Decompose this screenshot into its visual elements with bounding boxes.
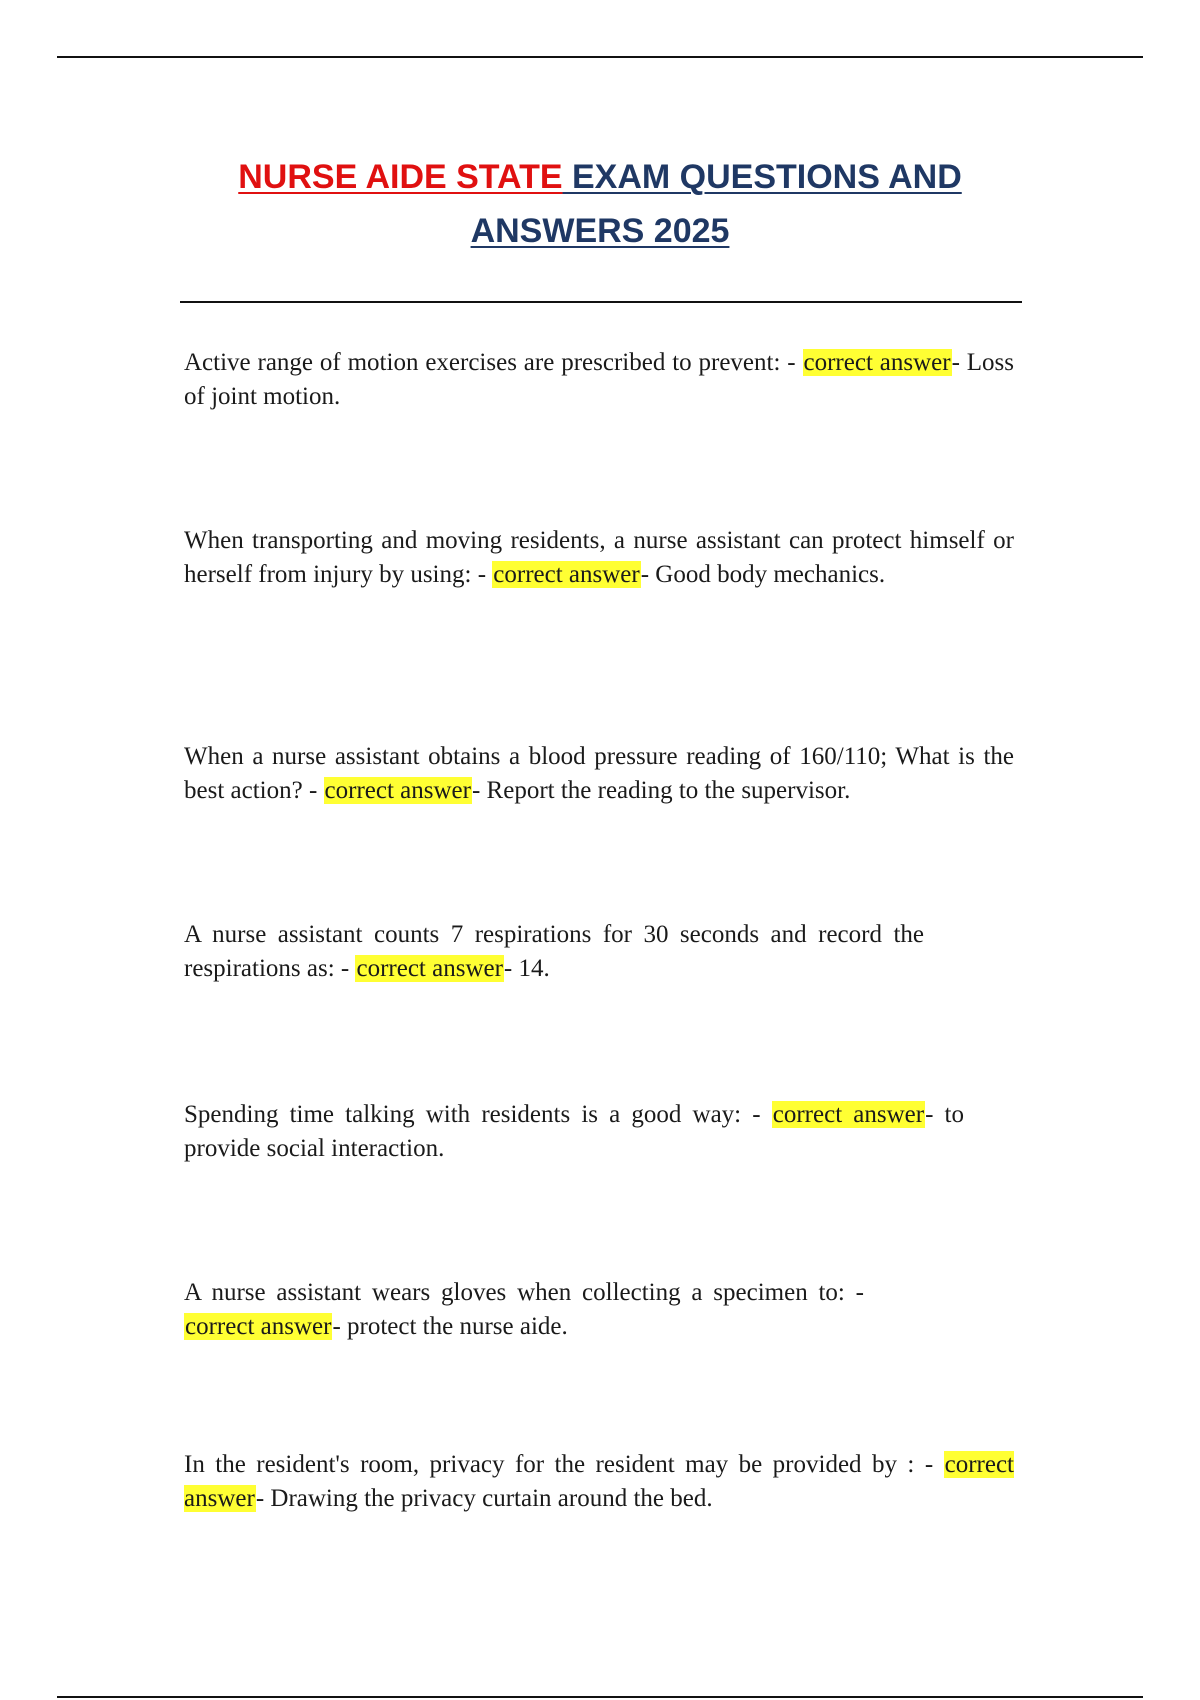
qa-item: [184, 918, 924, 986]
title-divider: [180, 301, 1022, 303]
question-text: A nurse assistant counts 7 respirations for 30 seconds and record the respirations as: -: [184, 921, 924, 982]
question-text: Active range of motion exercises are prescribed to prevent: -: [184, 349, 803, 376]
correct-answer-highlight: correct answer: [803, 349, 951, 376]
answer-text: - Loss of joint motion.: [184, 349, 1014, 410]
qa-item: [184, 524, 1014, 592]
answer-text: - Good body mechanics.: [640, 561, 886, 588]
question-text: When transporting and moving residents, a nurse assistant can protect himself or herself from injury by using: -: [184, 527, 1014, 588]
answer-text: - to provide social interaction.: [184, 1101, 964, 1162]
answer-text: - 14.: [503, 955, 550, 982]
answer-text: - Drawing the privacy curtain around the bed.: [255, 1485, 713, 1512]
correct-answer-highlight: correct answer: [493, 561, 640, 588]
qa-item: [184, 1276, 864, 1344]
title-red-part: NURSE AIDE STATE: [238, 158, 563, 196]
question-text: When a nurse assistant obtains a blood pressure reading of 160/110; What is the best action? -: [184, 743, 1014, 804]
correct-answer-highlight: correct answer: [772, 1101, 925, 1128]
qa-item: [184, 1098, 964, 1166]
page-bottom-rule: [57, 1696, 1143, 1698]
qa-item: [184, 346, 1014, 414]
correct-answer-highlight: correct answer: [184, 1451, 1014, 1512]
answer-text: - Report the reading to the supervisor.: [471, 777, 851, 804]
title-blue-part: EXAM QUESTIONS AND ANSWERS 2025: [470, 158, 962, 250]
correct-answer-highlight: correct answer: [324, 777, 471, 804]
correct-answer-highlight: correct answer: [185, 1313, 332, 1340]
question-text: A nurse assistant wears gloves when collecting a specimen to: -: [184, 1279, 864, 1306]
qa-item: [184, 740, 1014, 808]
qa-item: [184, 1448, 1014, 1516]
correct-answer-highlight: correct answer: [356, 955, 503, 982]
page-top-rule: [57, 56, 1143, 58]
answer-text: - protect the nurse aide.: [332, 1313, 568, 1340]
question-text: Spending time talking with residents is a good way: -: [184, 1101, 772, 1128]
question-text: In the resident's room, privacy for the resident may be provided by : -: [184, 1451, 944, 1478]
document-title: [180, 150, 1020, 258]
